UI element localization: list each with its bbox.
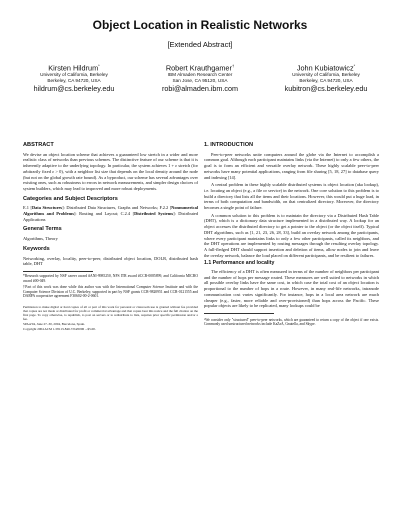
- author-name: Kirsten Hildrum: [48, 63, 99, 73]
- intro-heading: 1. INTRODUCTION: [204, 142, 254, 148]
- author-affiliation: IBM Almaden Research Center: [167, 72, 233, 78]
- author-2: [138, 61, 262, 93]
- author-address: San Jose, CA 95120, USA: [172, 78, 228, 84]
- permission-text: Permission to make digital or hard copies of all or part of this work for personal or classroom use is granted without fee provided that copies are not made or distributed for profit or commercial advantage and that copies bear this notice and the full citation on the first page. To copy otherwise, to republish, to post on servers or to redistribute to lists, requires prior specific permission and/or a fee.: [23, 304, 198, 322]
- author-1: [12, 61, 136, 93]
- footnote-divider: [23, 271, 93, 272]
- subsection-heading: 1.1 Performance and locality: [204, 260, 275, 267]
- copyright-line: Copyright 2004 ACM 1-58113-840-7/04/0006 ...$5.00.: [23, 327, 96, 332]
- author-name: Robert Krauthgamer: [165, 63, 232, 73]
- author-address: Berkeley, CA 94720, USA: [47, 78, 101, 84]
- categories-heading: Categories and Subject Descriptors: [23, 195, 118, 202]
- abstract-text: We devise an object location scheme that achieves a guaranteed low stretch in a wider and more realistic class of networks than previous schemes. The distinctive feature of our scheme is that it is inherently adaptive to the underlying topology. In particular, the system achieves 1 + ε stretch (for arbitrarily fixed ε > 0), with a neighbor list size that depends on the local density around the node (but not on the global growth rate bound). As a byproduct, our scheme has several advantages over existing ones, such as robustness to errors in network measurements, and simpler design choices of system builders, which may lead to improved and more robust deployments.: [23, 151, 198, 191]
- author-affiliation: University of California, Berkeley: [292, 72, 360, 78]
- abstract-heading: ABSTRACT: [23, 142, 54, 148]
- author-mark: *: [353, 63, 356, 68]
- general-terms-heading: General Terms: [23, 226, 62, 233]
- author-mark: *: [98, 63, 100, 68]
- author-3: [264, 61, 388, 93]
- author-email: robi@almaden.ibm.com: [161, 84, 238, 94]
- right-column: [204, 140, 379, 327]
- subsection-text: The efficiency of a DHT is often measured in terms of the number of neighbors per participant and the number of hops per message routed. These measures are well suited to networks in which all possible overlay links have the same cost, in which case the total cost of an object location is proportional to the number of hops in a route. However, in many real-life networks, intranode communication cost varies significantly. For instance, hops in a local area network are much cheaper (e.g., faster, more reliable and over-provisioned) than hops across the Pacific. These popular objects are likely to be replicated, many lookups could be: [204, 269, 379, 309]
- author-block: [12, 61, 388, 93]
- author-name: John Kubiatowicz: [296, 63, 354, 73]
- author-email: hildrum@cs.berkeley.edu: [33, 84, 115, 94]
- author-address: Berkeley, CA 94720, USA: [299, 78, 353, 84]
- intro-paragraph: Peer-to-peer networks unite computers around the globe via the Internet to accomplish a common goal. Although each participant maintains links (via the Internet) to only a few others, the goal is to form an efficient and versatile overlay network. These highly scalable peer-to-peer networks have many potential applications, ranging from file sharing [5, 18, 27] to database query and indexing [14].: [204, 151, 379, 180]
- general-terms-text: Algorithms, Theory: [23, 236, 58, 242]
- author-email: kubitron@cs.berkeley.edu: [284, 84, 368, 94]
- intro-paragraph: A common solution to this problem is to maintain the directory via a Distributed Hash Table (DHT), which is a dictionary data structure implemented in a distributed way. A lookup for an object accesses the distributed directory to get a pointer to the object (or the object itself). Typical DHT algorithms, such as [1, 21, 23, 26, 28, 33], build an overlay network among the participants, where every participant maintains links to only a few other participants, called its neighbors, and the DHT operations are implemented by routing messages through the resulting overlay topology. A full-fledged DHT should support insertion and deletion of items, allow nodes to join and leave the overlay network, balance the load placed on different participants, and be resilient to failures.: [204, 212, 379, 258]
- keywords-text: Networking, overlay, locality, peer-to-peer, distributed object location, DOLR, distributed hash table, DHT: [23, 255, 198, 267]
- paper-subtitle: [Extended Abstract]: [167, 40, 233, 49]
- footnote: ¹We consider only "structured" peer-to-peer networks, which are guaranteed to return a copy of the object if one exists. Commonly used unstructured networks include KaZaA, Gnutella, and Skype.: [204, 317, 379, 327]
- footnote-divider: [204, 313, 274, 314]
- left-column: [23, 140, 198, 332]
- categories-text: E.1 [Data Structures]: Distributed Data Structures, Graphs and Networks; F.2.2 [Nonnumerical Algorithms and Problems]: Routing and Layout; C.2.4 [Distributed Systems]: Distributed Applications: [23, 205, 199, 222]
- footnote: †Part of this work was done while this author was with the International Computer Science Institute and with the Computer Science Division of U.C. Berkeley, supported in part by NSF grants CCR-9820951 and CCR-0121555 and DARPA cooperative agreement F30602-00-2-0601.: [23, 285, 198, 299]
- author-affiliation: University of California, Berkeley: [40, 72, 108, 78]
- permission-block: [23, 305, 198, 332]
- intro-paragraph: A central problem in these highly scalable distributed systems is object location (aka lookup), i.e. locating an object (e.g., a file or service) in the network. One core solution to this problem is to build a directory that lists all the items and their locations. However, this would put a huge load, in terms of both computation and bandwidth, on that centralized directory. Moreover, the directory becomes a single point of failure.: [204, 182, 379, 211]
- keywords-heading: Keywords: [23, 245, 50, 252]
- author-mark: †: [231, 63, 235, 68]
- footnote: *Research supported by NSF career award #ANI-9985250, NFS ITR award #CCR-0085899, and California MICRO award #00-049.: [23, 273, 198, 283]
- paper-title: Object Location in Realistic Networks: [92, 18, 308, 32]
- conference-line: SPAA'04, June 27–30, 2004, Barcelona, Spain.: [23, 322, 86, 327]
